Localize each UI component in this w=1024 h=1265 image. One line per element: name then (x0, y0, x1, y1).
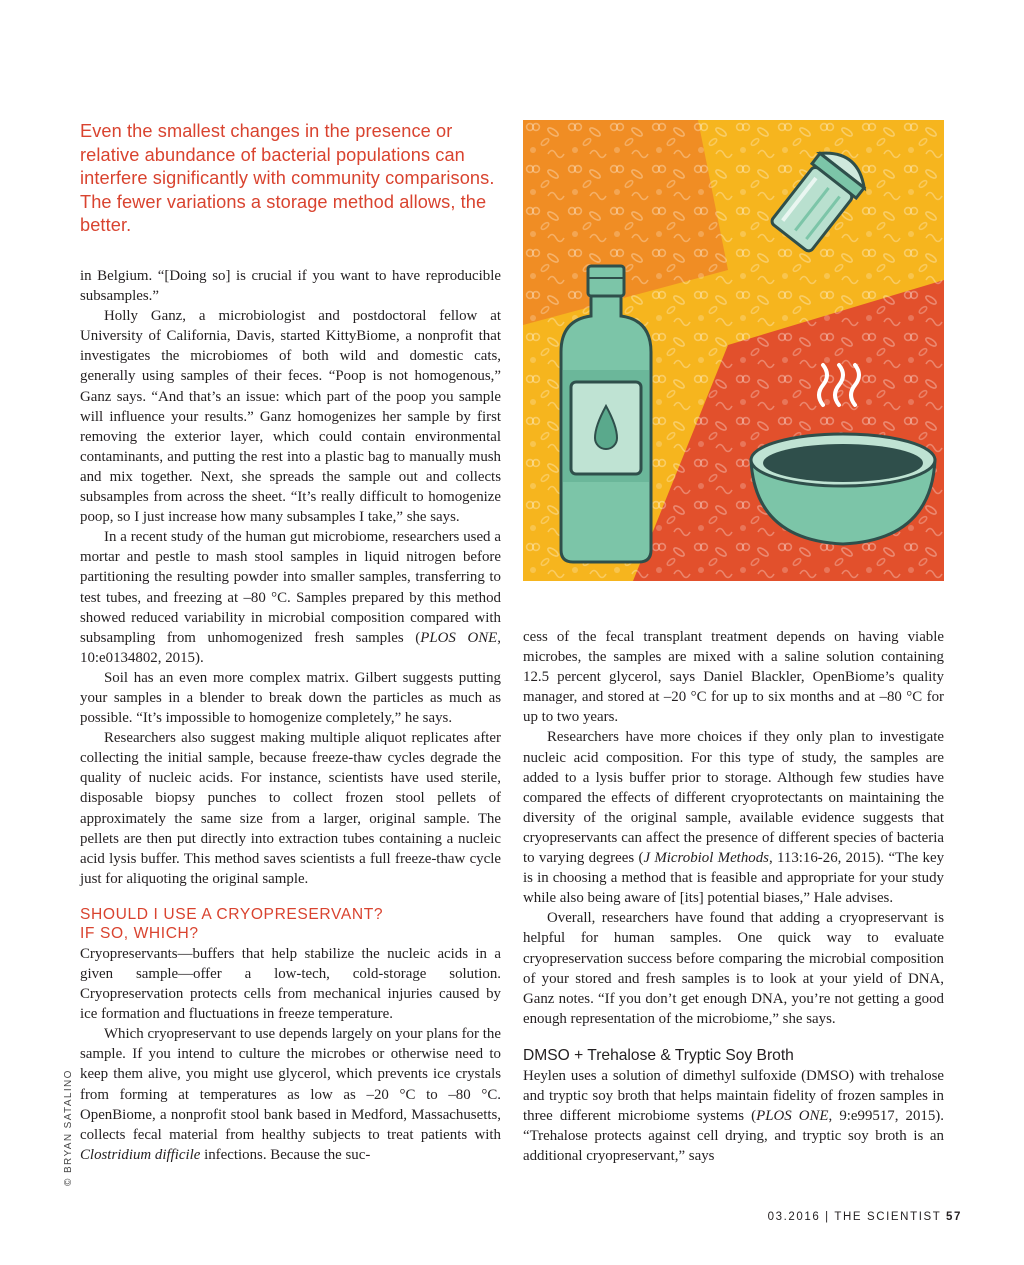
paragraph: Cryopreservants—buffers that help stabilize the nucleic acids in a given sample—offer a low-tech, cold-storage solution. Cryopreservation protects cells from mechanical injuries caused by ice formation and fluctuations in freeze temperature. (80, 945, 501, 1023)
issue-date: 03.2016 (767, 1211, 821, 1223)
subsection-heading: DMSO + Trehalose & Tryptic Soy Broth (523, 1046, 794, 1064)
journal-citation: PLOS ONE (420, 629, 498, 646)
paragraph: In a recent study of the human gut microbiome, researchers used a mortar and pestle to mash stool samples in liquid nitrogen before partitioning the resulting powder into smaller samples, transferring to test tubes, and freezing at –80 °C. Samples prepared by this method showed reduced variability in microbial composition compared with subsampling from unhomogenized fresh samples (PLOS ONE, 10:e0134802, 2015). (80, 529, 501, 666)
paragraph: cess of the fecal transplant treatment depends on having viable microbes, the samples are mixed with a saline solution containing 12.5 percent glycerol, says Daniel Blackler, OpenBiome’s quality manager, and stored at –20 °C for up to six months and at –80 °C for up to two years. (523, 629, 944, 726)
species-name: Clostridium difficile (80, 1146, 201, 1163)
right-column (523, 627, 944, 1166)
left-column (80, 266, 501, 1165)
paragraph: Overall, researchers have found that adding a cryopreservant is helpful for human samples. One quick way to evaluate cryopreservation success before comparing the microbial composition of your stored and fresh samples is to look at your yield of DNA, Ganz notes. “If you don’t get enough DNA, you’re not getting a good enough representation of the microbiome,” she says. (523, 910, 944, 1027)
paragraph: Heylen uses a solution of dimethyl sulfoxide (DMSO) with trehalose and tryptic soy broth that helps maintain fidelity of frozen samples in three different microbiome systems (PLOS ONE, 9:e99517, 2015). “Trehalose protects against cell drying, and tryptic soy broth is an additional cryopreservant,” says (523, 1067, 944, 1165)
pull-quote: Even the smallest changes in the presence or relative abundance of bacterial populations can interfere significantly with community comparisons. The fewer variations a storage method allows, the better. (80, 121, 495, 235)
paragraph: Holly Ganz, a microbiologist and postdoctoral fellow at University of California, Davis, started KittyBiome, a nonprofit that investigates the microbiomes of both wild and domestic cats, generally using samples of their feces. “Poop is not homogenous,” Ganz says. “And that’s an issue: which part of the poop you sample will influence your results.” Ganz homogenizes her sample by first removing the exterior layer, which could contain environmental contaminants, and putting the rest into a plastic bag to manually mush and mix together. Next, she spreads the sample out and collects subsamples from across the sheet. “It’s really difficult to homogenize poop, so I just increase how many subsamples I take,” she says. (80, 308, 501, 526)
page-footer (768, 1211, 962, 1223)
photo-credit: © BRYAN SATALINO (63, 1069, 74, 1186)
journal-citation: PLOS ONE (756, 1108, 829, 1125)
page-number: 57 (946, 1211, 962, 1223)
paragraph: in Belgium. “[Doing so] is crucial if you want to have reproducible subsamples.” (80, 268, 501, 305)
illustration (523, 120, 944, 581)
section-heading: SHOULD I USE A CRYOPRESERVANT? IF SO, WHICH? (80, 905, 384, 943)
magazine-name: THE SCIENTIST (834, 1211, 942, 1223)
paragraph: Researchers also suggest making multiple aliquot replicates after collecting the initial sample, because freeze-thaw cycles degrade the quality of nucleic acids. For instance, scientists have used sterile, disposable biopsy punches to collect frozen stool pellets of approximately the same size from a larger, original sample. The pellets are then put directly into extraction tubes containing a nucleic acid lysis buffer. This method saves scientists a full freeze-thaw cycle just for aliquoting the original sample. (80, 730, 501, 887)
paragraph: Which cryopreservant to use depends largely on your plans for the sample. If you intend to culture the microbes or otherwise need to keep them alive, you might use glycerol, which prevents ice crystals from forming at temperatures as low as –20 °C to –80 °C. OpenBiome, a nonprofit stool bank based in Medford, Massachusetts, collects fecal material from healthy subjects to treat patients with Clostridium difficile infections. Because the suc- (80, 1026, 501, 1163)
paragraph: Researchers have more choices if they only plan to investigate nucleic acid composition. For this type of study, the samples are added to a lysis buffer prior to storage. Although few studies have compared the effects of different cryoprotectants on maintaining the diversity of the original sample, available evidence suggests that cryopreservants can affect the presence of different species of bacteria to varying degrees (J Microbiol Methods, 113:16-26, 2015). “The key is in choosing a method that is feasible and appropriate for your study while also being aware of [its] potential biases,” Hale advises. (523, 729, 945, 907)
paragraph: Soil has an even more complex matrix. Gilbert suggests putting your samples in a blender to break down the particles as much as possible. “It’s impossible to homogenize completely,” he says. (80, 669, 501, 727)
journal-citation: J Microbiol Methods (643, 850, 769, 867)
footer-separator: | (825, 1211, 830, 1223)
